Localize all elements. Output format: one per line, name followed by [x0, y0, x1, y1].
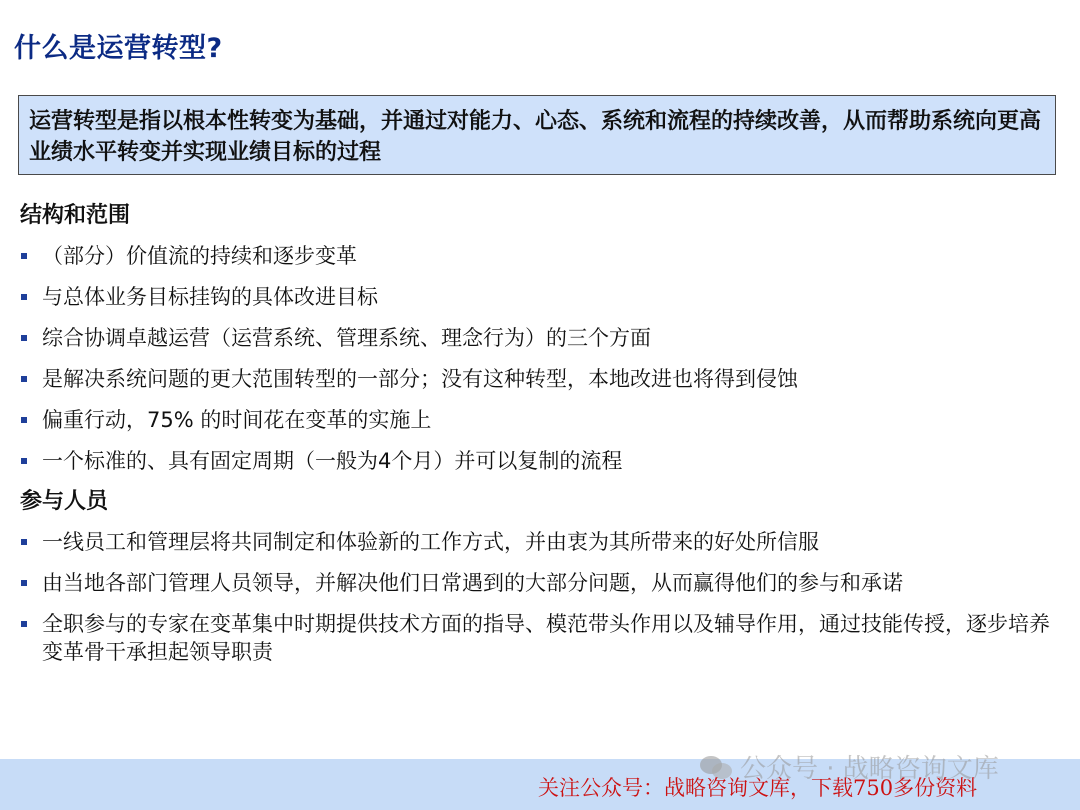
- section-structure-scope: [20, 196, 1060, 482]
- list-item-text: 由当地各部门管理人员领导，并解决他们日常遇到的大部分问题，从而赢得他们的参与和承诺: [42, 571, 903, 595]
- list-item: [20, 236, 1060, 277]
- footer-promo-text: 关注公众号：战略咨询文库，下载750多份资料: [538, 776, 978, 800]
- list-item: [20, 604, 1060, 673]
- square-bullet-icon: [21, 376, 27, 382]
- definition-text: 运营转型是指以根本性转变为基础，并通过对能力、心态、系统和流程的持续改善，从而帮助系统向更高业绩水平转变并实现业绩目标的过程: [29, 109, 1042, 165]
- list-item: [20, 359, 1060, 400]
- list-item-text: 偏重行动，75% 的时间花在变革的实施上: [42, 408, 432, 432]
- square-bullet-icon: [21, 335, 27, 341]
- list-item-text: 全职参与的专家在变革集中时期提供技术方面的指导、模范带头作用以及辅导作用，通过技能传授，逐步培养变革骨干承担起领导职责: [42, 612, 1050, 664]
- square-bullet-icon: [21, 253, 27, 259]
- list-item-text: 一线员工和管理层将共同制定和体验新的工作方式，并由衷为其所带来的好处所信服: [42, 530, 819, 554]
- list-item: [20, 441, 1060, 482]
- list-item-text: （部分）价值流的持续和逐步变革: [42, 244, 357, 268]
- definition-box: [18, 95, 1056, 175]
- section-participants: [20, 482, 1060, 673]
- list-item-text: 与总体业务目标挂钩的具体改进目标: [42, 285, 378, 309]
- list-item: [20, 400, 1060, 441]
- list-item-text: 一个标准的、具有固定周期（一般为4个月）并可以复制的流程: [42, 449, 623, 473]
- watermark-text: 公众号 · 战略咨询文库: [740, 754, 999, 784]
- square-bullet-icon: [21, 621, 27, 627]
- list-item: [20, 563, 1060, 604]
- square-bullet-icon: [21, 294, 27, 300]
- square-bullet-icon: [21, 458, 27, 464]
- list-item-text: 是解决系统问题的更大范围转型的一部分；没有这种转型，本地改进也将得到侵蚀: [42, 367, 798, 391]
- list-item: [20, 318, 1060, 359]
- bullet-list: [20, 236, 1060, 482]
- list-item: [20, 522, 1060, 563]
- section-heading: 参与人员: [20, 489, 109, 514]
- square-bullet-icon: [21, 539, 27, 545]
- square-bullet-icon: [21, 417, 27, 423]
- slide-title: 什么是运营转型?: [14, 33, 223, 64]
- section-heading: 结构和范围: [20, 203, 131, 228]
- list-item: [20, 277, 1060, 318]
- square-bullet-icon: [21, 580, 27, 586]
- bullet-list: [20, 522, 1060, 673]
- list-item-text: 综合协调卓越运营（运营系统、管理系统、理念行为）的三个方面: [42, 326, 651, 350]
